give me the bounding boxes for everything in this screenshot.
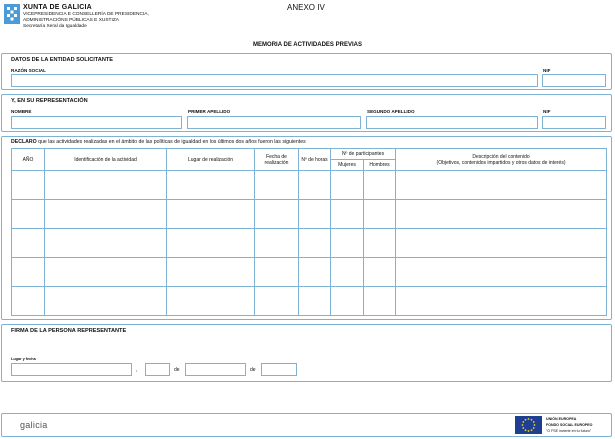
page-title: MEMORIA DE ACTIVIDADES PREVIAS (253, 42, 362, 48)
table-row (12, 258, 607, 287)
representative-nif-field[interactable] (542, 116, 606, 129)
table-cell[interactable] (396, 258, 607, 287)
table-cell[interactable] (255, 229, 299, 258)
document-footer (1, 413, 612, 437)
table-cell[interactable] (364, 229, 396, 258)
org-line-2: ADMINISTRACIÓNS PÚBLICAS E XUSTIZA (23, 18, 119, 23)
table-row (12, 287, 607, 316)
table-cell[interactable] (255, 287, 299, 316)
place-date-label: Lugar y fecha (11, 357, 36, 361)
table-row (12, 229, 607, 258)
signature-section-title: FIRMA DE LA PERSONA REPRESENTANTE (11, 328, 127, 334)
segundo-apellido-label: SEGUNDO APELLIDO (367, 109, 415, 114)
table-cell[interactable] (331, 229, 364, 258)
table-cell[interactable] (331, 287, 364, 316)
table-cell[interactable] (396, 171, 607, 200)
eu-funding-text (546, 416, 592, 434)
razon-social-field[interactable] (11, 74, 538, 87)
table-cell[interactable] (45, 171, 167, 200)
col-description-line1: Descripción del contenido (472, 153, 530, 160)
table-cell[interactable] (167, 229, 255, 258)
table-cell[interactable] (12, 171, 45, 200)
col-hours: Nº de horas (299, 149, 331, 171)
col-women: Mujeres (331, 160, 364, 171)
table-cell[interactable] (255, 171, 299, 200)
entity-nif-label: NIF (543, 68, 551, 73)
table-cell[interactable] (167, 171, 255, 200)
eu-line-2: FONDO SOCIAL EUROPEO (546, 423, 593, 427)
table-cell[interactable] (255, 200, 299, 229)
table-cell[interactable] (167, 200, 255, 229)
table-cell[interactable] (12, 258, 45, 287)
xunta-logo-icon (4, 4, 20, 24)
activities-table (11, 148, 607, 316)
col-place: Lugar de realización (167, 149, 255, 171)
eu-line-3: "O FSE invierte en tu futuro" (546, 429, 592, 433)
entity-nif-field[interactable] (542, 74, 606, 87)
representative-section (1, 94, 612, 132)
table-cell[interactable] (12, 229, 45, 258)
table-cell[interactable] (364, 258, 396, 287)
primer-apellido-field[interactable] (187, 116, 361, 129)
table-cell[interactable] (299, 200, 331, 229)
primer-apellido-label: PRIMER APELLIDO (188, 109, 231, 114)
org-line-1: VICEPRESIDENCIA E CONSELLERÍA DE PRESIDENCIA, (23, 12, 149, 17)
table-cell[interactable] (45, 258, 167, 287)
col-year: AÑO (12, 149, 45, 171)
declaration-keyword: DECLARO (11, 139, 37, 145)
galicia-logo: galicia (20, 420, 48, 430)
organization-block (23, 3, 149, 30)
nombre-label: NOMBRE (11, 109, 32, 114)
table-cell[interactable] (299, 258, 331, 287)
year-field[interactable] (261, 363, 297, 376)
table-cell[interactable] (255, 258, 299, 287)
table-row (12, 200, 607, 229)
eu-flag-icon (515, 416, 542, 434)
table-cell[interactable] (12, 287, 45, 316)
col-men: Hombres (364, 160, 396, 171)
comma-separator: , (136, 367, 138, 373)
table-cell[interactable] (331, 200, 364, 229)
de-separator-1: de (174, 367, 180, 373)
declaration-section (1, 136, 612, 320)
table-cell[interactable] (331, 171, 364, 200)
eu-line-1: UNIÓN EUROPEA (546, 417, 577, 421)
brand-name: XUNTA DE GALICIA (23, 4, 92, 11)
table-cell[interactable] (396, 200, 607, 229)
signature-section (1, 324, 612, 382)
col-description-line2: (Objetivos, contenidos impartidos y otros datos de interés) (436, 159, 566, 166)
razon-social-label: RAZÓN SOCIAL (11, 68, 46, 73)
table-cell[interactable] (331, 258, 364, 287)
table-cell[interactable] (396, 287, 607, 316)
representative-nif-label: NIF (543, 109, 551, 114)
table-cell[interactable] (45, 200, 167, 229)
day-field[interactable] (145, 363, 170, 376)
col-date: Fecha de realización (255, 149, 299, 171)
table-cell[interactable] (167, 287, 255, 316)
table-cell[interactable] (45, 287, 167, 316)
col-participants: Nº de participantes (331, 149, 396, 160)
de-separator-2: de (250, 367, 256, 373)
table-cell[interactable] (299, 229, 331, 258)
declaration-sentence: que las actividades realizadas en el ámbito de las políticas de igualdad en los últimos dos años fueron las siguientes (36, 139, 306, 145)
col-description (396, 149, 607, 171)
table-cell[interactable] (45, 229, 167, 258)
table-cell[interactable] (299, 287, 331, 316)
table-cell[interactable] (299, 171, 331, 200)
annex-label: ANEXO IV (287, 3, 325, 12)
table-cell[interactable] (396, 229, 607, 258)
table-cell[interactable] (364, 171, 396, 200)
table-cell[interactable] (364, 287, 396, 316)
document-header (0, 0, 615, 40)
table-cell[interactable] (364, 200, 396, 229)
entity-section (1, 53, 612, 90)
month-field[interactable] (185, 363, 246, 376)
entity-section-title: DATOS DE LA ENTIDAD SOLICITANTE (11, 57, 114, 63)
table-cell[interactable] (12, 200, 45, 229)
org-line-3: Secretaría Xeral da Igualdade (23, 24, 87, 29)
table-row (12, 171, 607, 200)
representative-section-title: Y, EN SU REPRESENTACIÓN (11, 98, 88, 104)
segundo-apellido-field[interactable] (366, 116, 538, 129)
place-field[interactable] (11, 363, 132, 376)
table-cell[interactable] (167, 258, 255, 287)
col-activity: Identificación de la actividad (45, 149, 167, 171)
nombre-field[interactable] (11, 116, 182, 129)
declaration-text (11, 139, 306, 145)
